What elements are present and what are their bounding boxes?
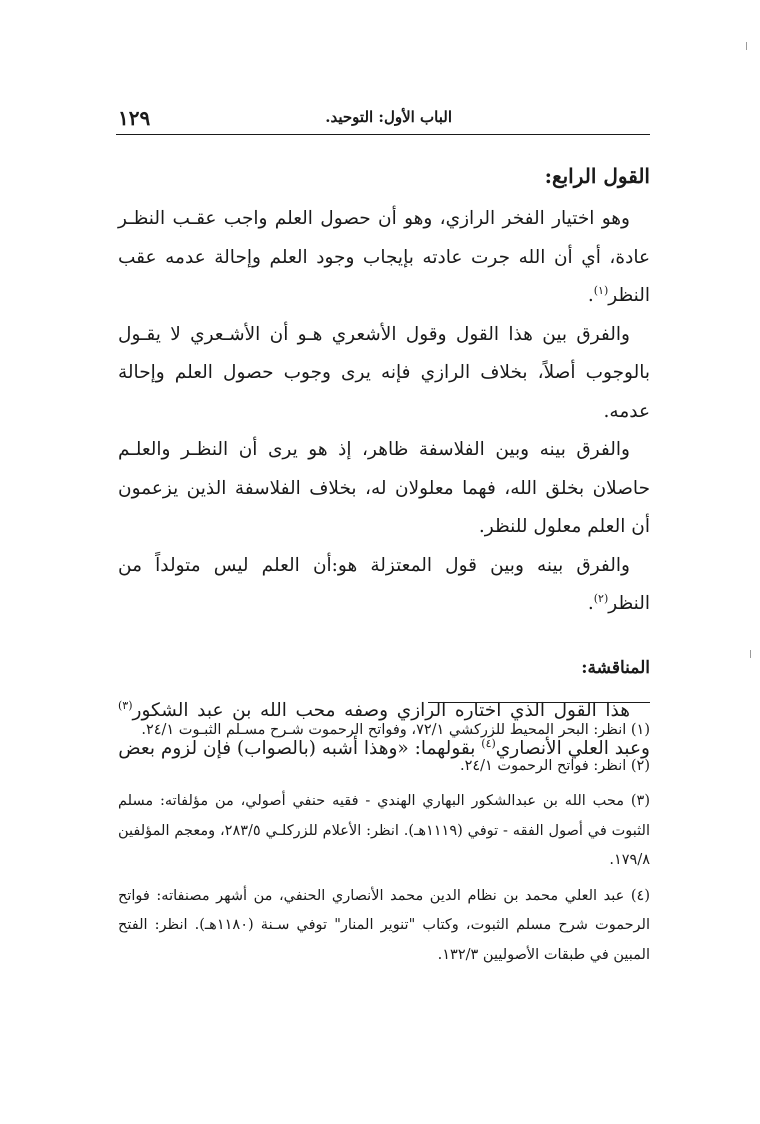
paragraph-discussion-c: بقولهما: «وهذا أشبه (بالصواب) فإن لزوم بعض [118,738,482,759]
main-text [118,158,650,769]
section-heading-fourth-view: القول الرابع: [544,164,650,188]
paragraph-difference-mutazila [118,547,650,624]
footnote-3: (٣) محب الله بن عبدالشكور البهاري الهندي - فقيه حنفي أصولي، من مؤلفاته: مسلم الثبوت في أصول الفقه - توفي (١١١٩هـ). انظر: الأعلام للزركلـي ٢٨٣/٥، ومعجم المؤلفين ١٧٩/٨. [118,793,650,868]
footnote-2: (٢) انظر: فواتح الرحموت ٢٤/١. [459,757,650,774]
paragraph-razi-view [118,200,650,316]
paragraph-discussion-a: هذا القول الذي اختاره الرازي وصفه محب الله بن عبد الشكور [132,699,630,721]
paragraph-mutazila-end: . [587,593,594,614]
page-number: ١٢٩ [118,106,151,130]
footnote-separator [428,702,650,703]
footnote-ref-4[interactable]: (٤) [481,736,496,750]
paragraph-discussion-b: وعبد العلي الأنصاري [495,738,650,759]
paragraph-razi-text: وهو اختيار الفخر الرازي، وهو أن حصول العلم واجب عقـب النظـر عادة، أي أن الله جرت عادته بإيجاب وجود العلم وإحالة عدمه عقب النظر [118,208,650,306]
paragraph-difference-philosophers: والفرق بينه وبين الفلاسفة ظاهر، إذ هو يرى أن النظـر والعلـم حاصلان بخلق الله، فهما معلولان له، بخلاف الفلاسفة الذين يزعمون أن العلم معلول للنظر. [118,439,650,537]
paragraph-difference-ashari: والفرق بين هذا القول وقول الأشعري هـو أن الأشـعري لا يقـول بالوجوب أصلاً، بخلاف الرازي فإنه يرى وجوب حصول العلم وإحالة عدمه. [118,323,650,422]
scan-mark-side [750,650,751,658]
paragraph-mutazila-text: والفرق بينه وبين قول المعتزلة هو:أن العلم ليس متولداً من النظر [118,554,650,614]
footnotes [118,716,650,976]
footnote-1: (١) انظر: البحر المحيط للزركشي ٧٢/١، وفواتح الرحموت شـرح مسـلم الثبـوت ٢٤/١. [141,722,650,738]
running-title: الباب الأول: التوحيد. [325,108,452,126]
footnote-ref-1[interactable]: (١) [593,283,609,297]
scan-mark-top [746,42,747,50]
footnote-4: (٤) عبد العلي محمد بن نظام الدين محمد الأنصاري الحنفي، من أشهر مصنفاته: فواتح الرحموت شرح مسلم الثبوت، وكتاب "تنوير المنار" توفي سـنة (١١٨٠هـ). انظر: الفتح المبين في طبقات الأصوليين ١٣٢/٣. [118,887,650,963]
paragraph-razi-end: . [587,285,594,306]
section-heading-discussion: المناقشة: [581,657,650,678]
footnote-ref-3[interactable]: (٣) [118,698,133,712]
page-header [116,104,650,135]
footnote-ref-2[interactable]: (٢) [593,591,609,605]
